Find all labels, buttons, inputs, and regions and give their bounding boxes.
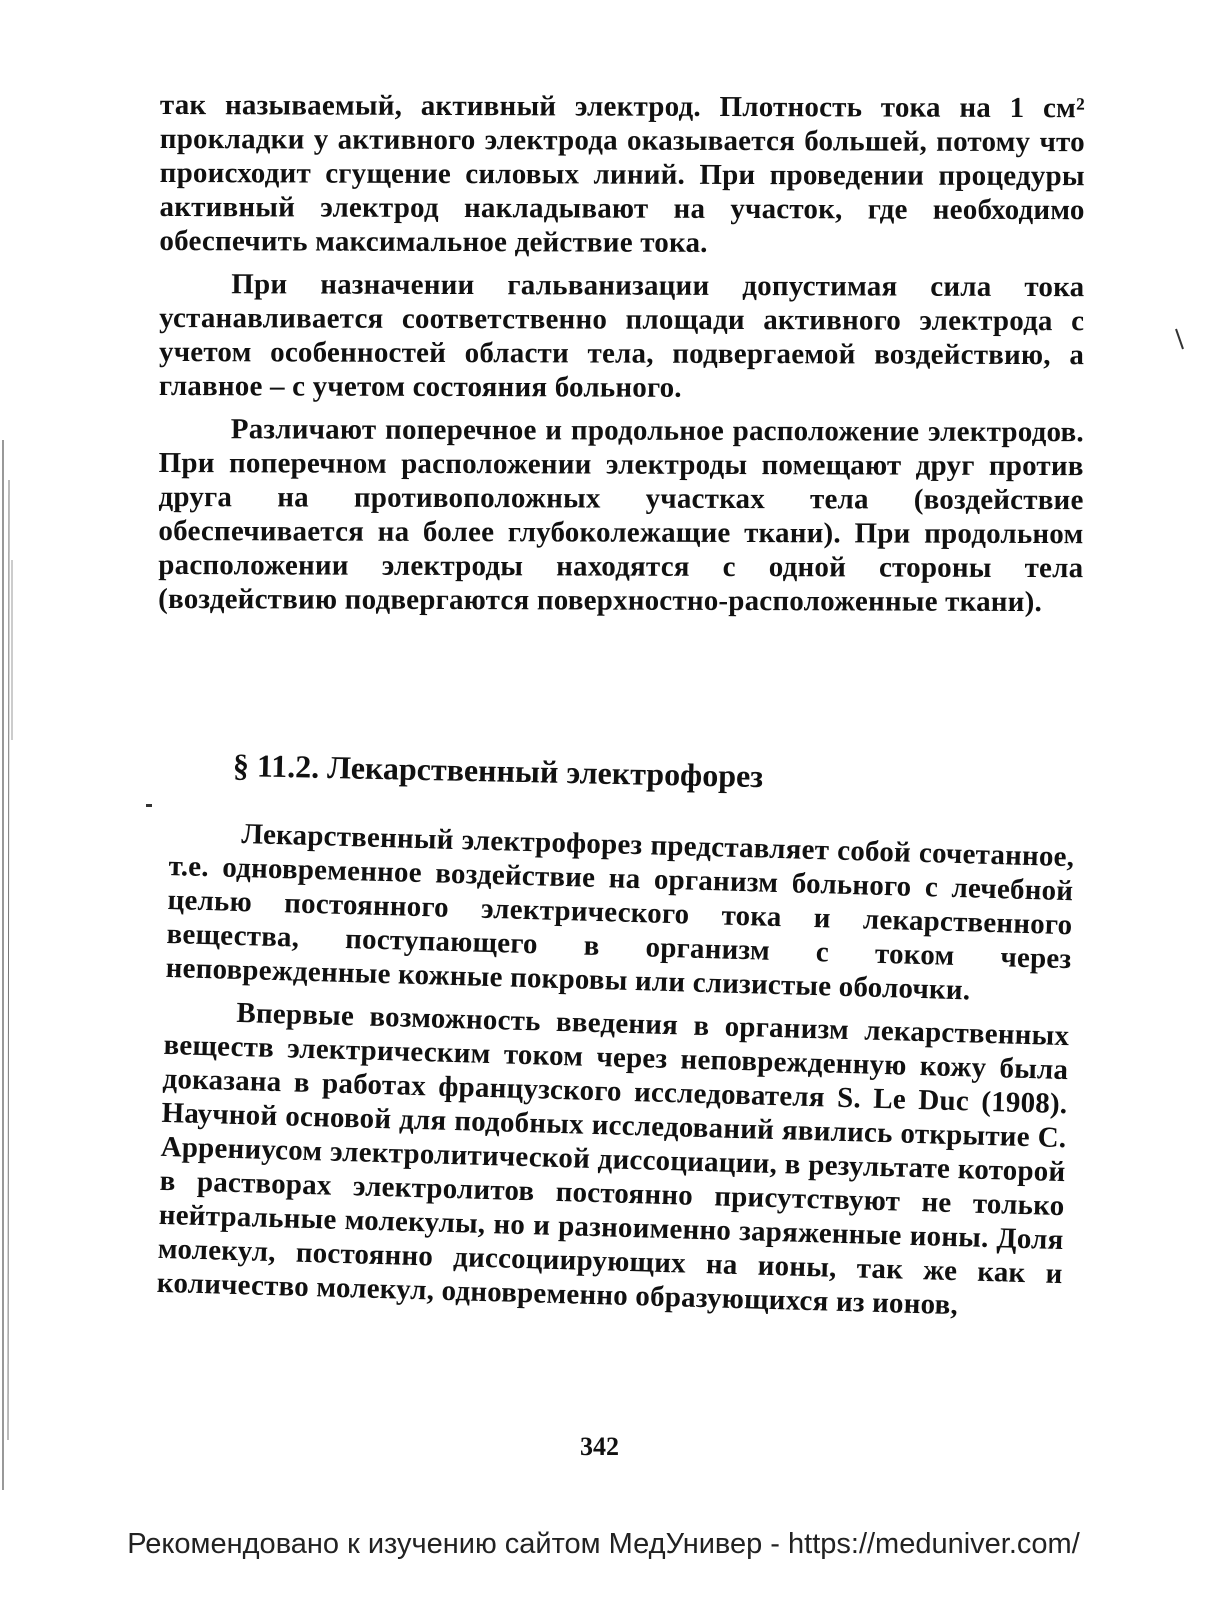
paragraph: Впервые возможность введения в организм лекарственных веществ электрическим током через неповрежденную кожу была доказана в работах французского исследователя S. Le Duc (1908). Научной основой для подобных исследований явились открытие С. Аррениусом электролитической диссоциации, в результате которой в растворах электролитов постоянно присутствуют не только нейтральные молекулы, но и разноименно заряженные ионы. Доля молекул, постоянно диссоциирующих на ионы, так же как и количество молекул, одновременно образующихся из ионов, bbox=[156, 996, 1070, 1322]
scan-edge-artifact bbox=[0, 440, 14, 1490]
paragraph: так называемый, активный электрод. Плотность тока на 1 см² прокладки у активного электрода оказывается большей, потому что происходит сгущение силовых линий. При проведении процедуры активный электрод накладывают на участок, где необходимо обеспечить максимальное действие тока. bbox=[159, 88, 1085, 259]
scan-dash-artifact bbox=[146, 804, 152, 807]
paragraph: Различают поперечное и продольное расположение электродов. При поперечном расположении электроды помещают друг против друга на противоположных участках тела (воздействие обеспечивается на более глубоколежащие ткани). При продольном расположении электроды находятся с одной стороны тела (воздействию подвергаются поверхностно-расположенные ткани). bbox=[158, 413, 1084, 619]
section-heading: § 11.2. Лекарственный электрофорез bbox=[232, 747, 764, 795]
footer-banner: Рекомендовано к изучению сайтом МедУнивер - https://meduniver.com/ bbox=[127, 1528, 1080, 1560]
paragraph: Лекарственный электрофорез представляет собой сочетанное, т.е. одновременное воздействие на организм больного с лечебной целью постоянного электрического тока и лекарственного вещества, поступающего в организм с током через неповрежденные кожные покровы или слизистые оболочки. bbox=[165, 818, 1075, 1007]
paragraph: При назначении гальванизации допустимая сила тока устанавливается соответственно площади активного электрода с учетом особенностей области тела, подвергаемой воздействию, а главное – с учетом состояния больного. bbox=[158, 268, 1085, 404]
text-block-bottom bbox=[156, 815, 1074, 1334]
text-block-top bbox=[158, 88, 1085, 628]
page-number: 342 bbox=[580, 1432, 619, 1461]
scan-mark-artifact bbox=[1174, 325, 1186, 355]
